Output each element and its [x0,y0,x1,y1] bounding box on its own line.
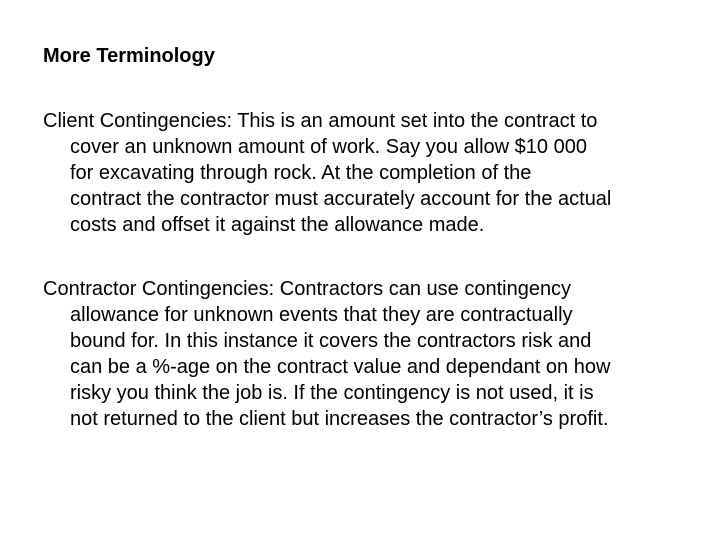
paragraph-line [43,276,693,302]
paragraph-line: allowance for unknown events that they are contractually [70,304,573,326]
slide-title: More Terminology [43,45,215,67]
paragraph-line: contract the contractor must accurately account for the actual [70,188,612,210]
line-text: : This is an amount set into the contract to [226,110,598,132]
term-client-contingencies: Client Contingencies [43,110,227,132]
term-contractor-contingencies: Contractor Contingencies: [43,278,275,300]
paragraph-line: not returned to the client but increases the contractor’s profit. [70,408,609,430]
line-text: Contractors can use contingency [274,278,572,300]
contractor-contingencies-paragraph [43,276,693,432]
paragraph-line: bound for. In this instance it covers the contractors risk and [70,330,592,352]
paragraph-line: for excavating through rock. At the completion of the [70,162,532,184]
paragraph-line: risky you think the job is. If the contingency is not used, it is [70,382,594,404]
paragraph-line: can be a %-age on the contract value and dependant on how [70,356,611,378]
client-contingencies-paragraph [43,108,693,238]
paragraph-line: costs and offset it against the allowance made. [70,214,485,236]
paragraph-line [43,108,693,134]
paragraph-line: cover an unknown amount of work. Say you allow $10 000 [70,136,587,158]
